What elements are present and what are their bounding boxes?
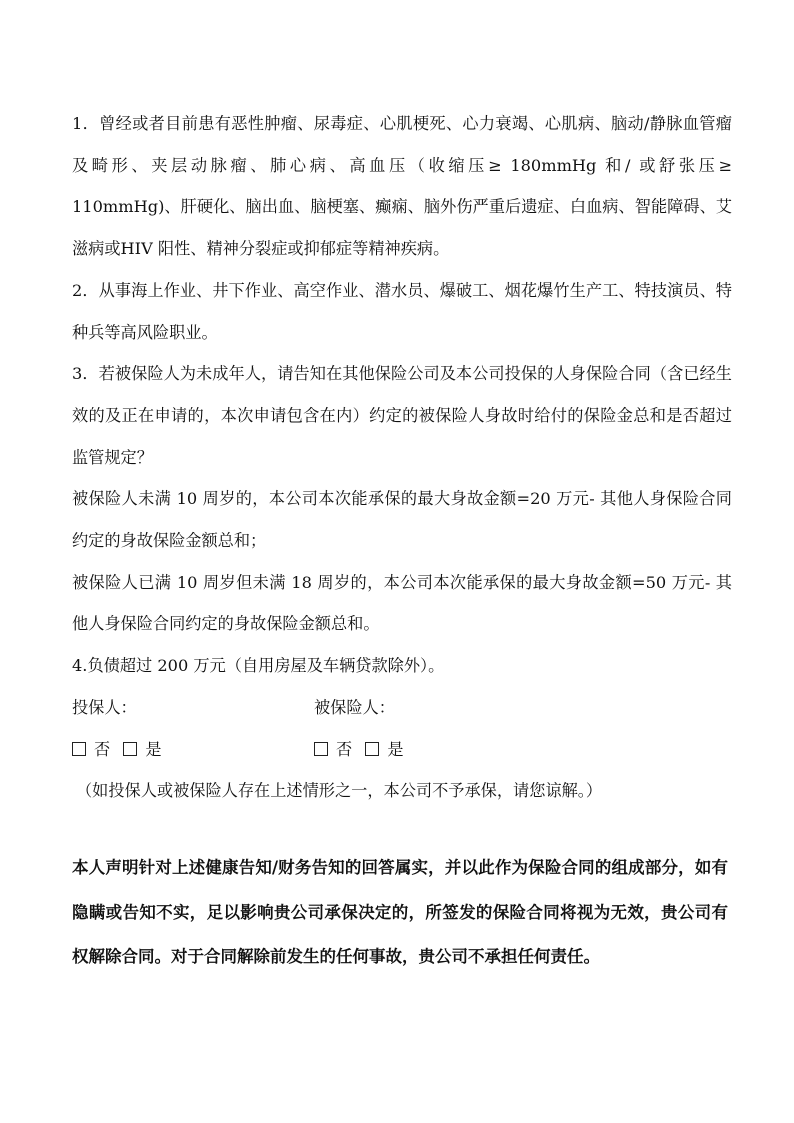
answer-checkboxes-row (72, 729, 732, 771)
insured-no-label: 否 (336, 739, 353, 759)
insured-yes-label: 是 (387, 739, 404, 759)
policyholder-answer-group (72, 729, 314, 771)
disclosure-item-3-10to18: 被保险人已满 10 周岁但未满 18 周岁的，本公司本次能承保的最大身故金额=50 万元- 其他人身保险合同约定的身故保险金额总和。 (72, 572, 732, 634)
declaration-statement: 本人声明针对上述健康告知/财务告知的回答属实，并以此作为保险合同的组成部分，如有隐瞒或告知不实，足以影响贵公司承保决定的，所签发的保险合同将视为无效，贵公司有权解除合同。对于合同解除前发生的任何事故，贵公司不承担任何责任。 (72, 858, 728, 967)
policyholder-no-label: 否 (94, 739, 111, 759)
disclosure-item-1: 1．曾经或者目前患有恶性肿瘤、尿毒症、心肌梗死、心力衰竭、心肌病、脑动/静脉血管瘤及畸形、夹层动脉瘤、肺心病、高血压（收缩压≥ 180mmHg 和/ 或舒张压≥ 110mmHg)、肝硬化、脑出血、脑梗塞、癫痫、脑外伤严重后遗症、白血病、智能障碍、艾滋病或HIV 阳性、精神分裂症或抑郁症等精神疾病。 (72, 114, 732, 259)
disclosure-item-3: 3．若被保险人为未成年人，请告知在其他保险公司及本公司投保的人身保险合同（含已经生效的及正在申请的，本次申请包含在内）约定的被保险人身故时给付的保险金总和是否超过监管规定？ (72, 364, 732, 467)
insured-label: 被保险人： (314, 697, 395, 717)
disclosure-item-3-under10: 被保险人未满 10 周岁的，本公司本次能承保的最大身故金额=20 万元- 其他人身保险合同约定的身故保险金额总和； (72, 489, 732, 551)
rejection-note: （如投保人或被保险人存在上述情形之一，本公司不予承保，请您谅解。） (76, 781, 603, 801)
policyholder-yes-label: 是 (145, 739, 162, 759)
insured-yes-checkbox[interactable] (365, 742, 379, 756)
disclosure-item-2: 2．从事海上作业、井下作业、高空作业、潜水员、爆破工、烟花爆竹生产工、特技演员、特种兵等高风险职业。 (72, 280, 732, 342)
policyholder-label: 投保人： (72, 697, 137, 717)
health-disclosure-section (72, 103, 732, 812)
policyholder-yes-checkbox[interactable] (123, 742, 137, 756)
answer-labels-row (72, 687, 732, 729)
insured-no-checkbox[interactable] (314, 742, 328, 756)
disclosure-item-4: 4.负债超过 200 万元（自用房屋及车辆贷款除外）。 (72, 656, 445, 676)
insured-answer-group (314, 729, 614, 771)
policyholder-no-checkbox[interactable] (72, 742, 86, 756)
